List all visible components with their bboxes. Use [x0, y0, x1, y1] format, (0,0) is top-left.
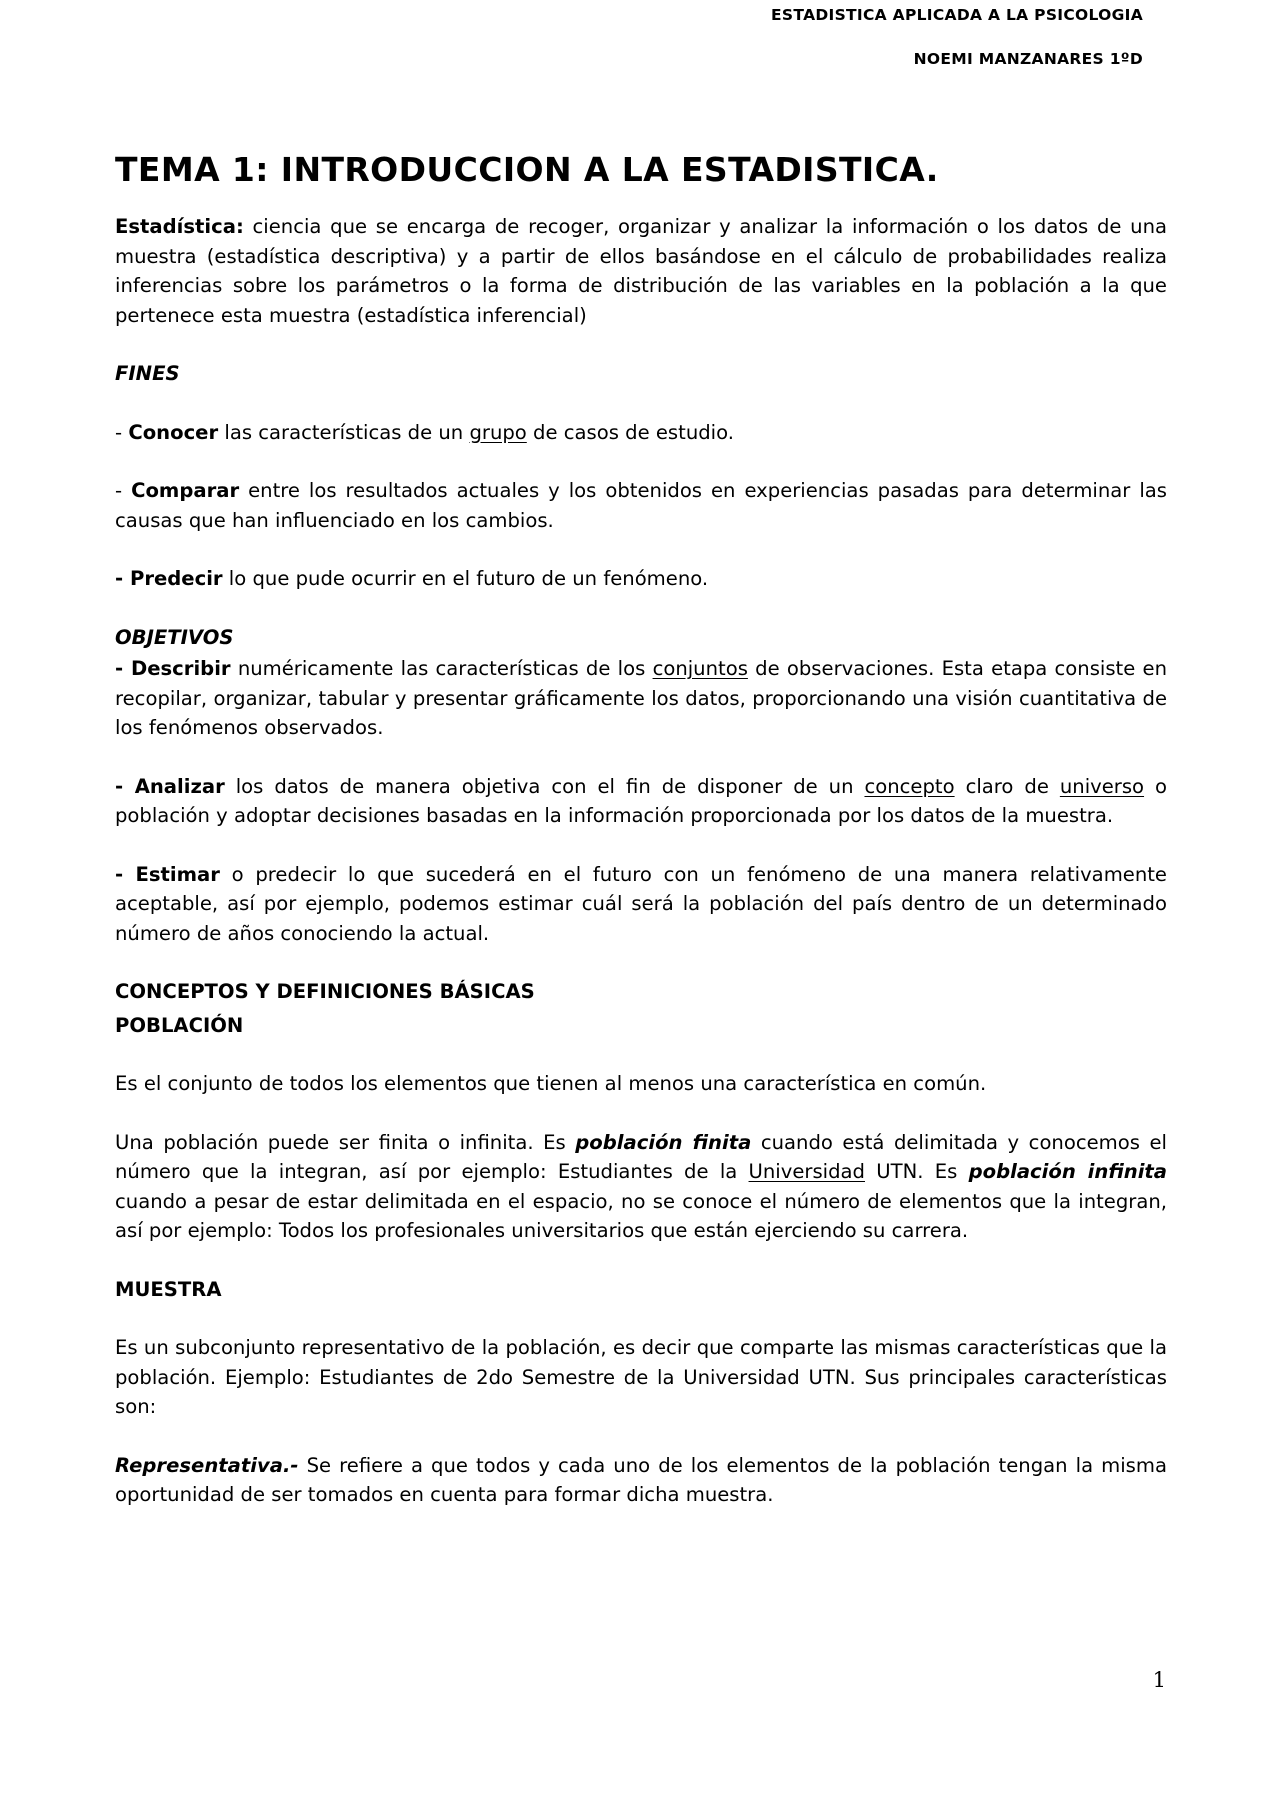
text: entre los resultados actuales y los obtenidos en experiencias pasadas para determinar las causas que han influenciado en los cambios. [115, 479, 1167, 532]
text: las características de un [218, 420, 470, 444]
dash: - [115, 479, 132, 502]
text: de casos de estudio. [526, 420, 734, 444]
page-number: 1 [1152, 1668, 1166, 1692]
header-course: ESTADISTICA APLICADA A LA PSICOLOGIA [771, 6, 1143, 24]
dash: - [115, 420, 129, 444]
text: claro de [954, 774, 1060, 798]
poblacion-heading: POBLACIÓN [115, 1013, 244, 1037]
objetivos-item-estimar [115, 860, 1167, 949]
fines-item-predecir [115, 564, 1167, 594]
page-header [771, 6, 1143, 68]
text: Una población puede ser finita o infinita. Es [115, 1130, 576, 1154]
text: o población y adoptar decisiones basadas en la información proporcionada por los datos de la muestra. [115, 774, 1168, 827]
fines-item-comparar [115, 476, 1167, 535]
text: cuando a pesar de estar delimitada en el espacio, no se conoce el número de elementos que la integran, así por ejemplo: Todos los profesionales universitarios que están ejerciendo su carrera. [115, 1189, 1167, 1242]
text: UTN. Es [865, 1160, 969, 1183]
objetivos-heading: OBJETIVOS [115, 625, 234, 649]
text: cuando está delimitada y conocemos el número que la integran, así por ejemplo: Estudiantes de la [115, 1130, 1168, 1183]
link-universidad[interactable]: Universidad [748, 1160, 865, 1183]
term-predecir: - Predecir [115, 567, 223, 590]
link-universo[interactable]: universo [1059, 774, 1145, 798]
intro-term: Estadística: [115, 215, 244, 238]
poblacion-definition: Es el conjunto de todos los elementos que tienen al menos una característica en común. [115, 1072, 987, 1095]
link-conjuntos[interactable]: conjuntos [652, 657, 748, 680]
text: numéricamente las características de los [230, 657, 653, 680]
fines-heading: FINES [115, 362, 180, 385]
poblacion-types-paragraph [115, 1128, 1167, 1246]
term-analizar: - Analizar [115, 774, 225, 798]
muestra-heading: MUESTRA [115, 1277, 222, 1301]
term-comparar: Comparar [131, 479, 240, 502]
objetivos-item-analizar [115, 772, 1167, 831]
link-grupo[interactable]: grupo [469, 420, 527, 444]
representativa-paragraph [115, 1451, 1167, 1510]
objetivos-item-describir [115, 654, 1167, 743]
header-author: NOEMI MANZANARES 1ºD [913, 50, 1143, 68]
muestra-definition: Es un subconjunto representativo de la población, es decir que comparte las mismas características que la población. Ejemplo: Estudiantes de 2do Semestre de la Universidad UTN. Sus principales características son: [115, 1336, 1167, 1418]
text: los datos de manera objetiva con el fin de disponer de un [224, 774, 865, 798]
intro-text: ciencia que se encarga de recoger, organizar y analizar la información o los datos de una muestra (estadística descriptiva) y a partir de ellos basándose en el cálculo de probabilidades realiza inferencias sobre los parámetros o la forma de distribución de las variables en la población a la que pertenece esta muestra (estadística inferencial) [115, 215, 1167, 327]
term-describir: - Describir [115, 657, 231, 680]
text: lo que pude ocurrir en el futuro de un fenómeno. [222, 567, 709, 590]
conceptos-heading: CONCEPTOS Y DEFINICIONES BÁSICAS [115, 980, 535, 1003]
term-conocer: Conocer [128, 420, 219, 444]
term-poblacion-finita: población finita [575, 1130, 752, 1154]
term-estimar: - Estimar [115, 862, 220, 886]
intro-paragraph [115, 212, 1167, 330]
text: o predecir lo que sucederá en el futuro con un fenómeno de una manera relativamente aceptable, así por ejemplo, podemos estimar cuál será la población del país dentro de un determinado número de años conociendo la actual. [115, 862, 1167, 945]
text: Se refiere a que todos y cada uno de los elementos de la población tengan la misma oportunidad de ser tomados en cuenta para formar dicha muestra. [115, 1453, 1167, 1506]
link-concepto[interactable]: concepto [864, 774, 955, 798]
document-title: TEMA 1: INTRODUCCION A LA ESTADISTICA. [115, 150, 939, 189]
document-body [115, 148, 1167, 1510]
text: de observaciones. Esta etapa consiste en recopilar, organizar, tabular y presentar gráficamente los datos, proporcionando una visión cuantitativa de los fenómenos observados. [115, 657, 1168, 739]
fines-item-conocer [115, 418, 1167, 448]
term-poblacion-infinita: población infinita [968, 1160, 1168, 1183]
term-representativa: Representativa.- [115, 1453, 299, 1477]
